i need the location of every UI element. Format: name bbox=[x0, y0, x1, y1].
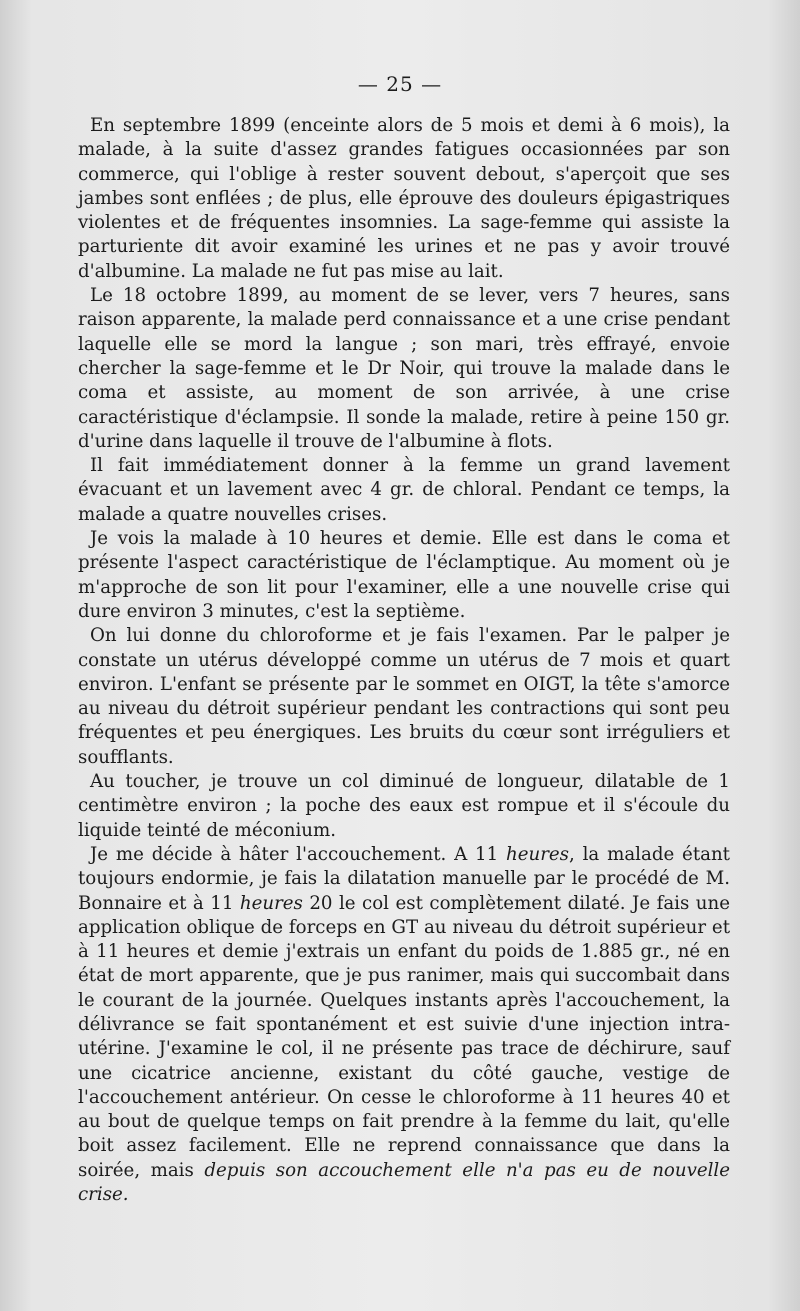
paragraph-7 bbox=[78, 843, 730, 1207]
paragraph-6 bbox=[78, 770, 730, 843]
paragraph-7-emphasis-a: heures bbox=[506, 843, 570, 865]
paragraph-7-emphasis-b: heures bbox=[239, 892, 303, 914]
paragraph-5-text: On lui donne du chloroforme et je fais l'examen. Par le palper je constate un utérus développé comme un utérus de 7 mois et quart environ. L'enfant se présente par le sommet en OIGT, la tête s'amorce au niveau du détroit supérieur pendant les contractions qui sont peu fréquentes et peu énergiques. Les bruits du cœur sont irréguliers et soufflants. bbox=[78, 625, 730, 768]
paragraph-1 bbox=[78, 114, 730, 284]
paragraph-7-text-a: Je me décide à hâter l'accouchement. A 11 bbox=[90, 843, 507, 865]
body-text bbox=[78, 114, 730, 1207]
paragraph-2 bbox=[78, 284, 730, 454]
paragraph-4 bbox=[78, 527, 730, 624]
paragraph-5 bbox=[78, 624, 730, 770]
paragraph-7-text-b: , la malade étant toujours endormie, je fais la dilatation manuelle par le procédé de M. Bonnaire et à 11 bbox=[78, 843, 730, 914]
paragraph-7-text-c: 20 le col est complètement dilaté. Je fais une application oblique de forceps en GT au niveau du détroit supérieur et à 11 heures et demie j'extrais un enfant du poids de 1.885 gr., né en état de mort apparente, que je pus ranimer, mais qui succombait dans le courant de la journée. Quelques instants après l'accouchement, la délivrance se fait spontanément et est suivie d'une injection intra-utérine. J'examine le col, il ne présente pas trace de déchirure, sauf une cicatrice ancienne, existant du côté gauche, vestige de l'accouchement antérieur. On cesse le chloroforme à 11 heures 40 et au bout de quelque temps on fait prendre à la femme du lait, qu'elle boit assez facilement. Elle ne reprend connaissance que dans la soirée, mais bbox=[78, 892, 730, 1181]
paragraph-1-text: En septembre 1899 (enceinte alors de 5 mois et demi à 6 mois), la malade, à la suite d'assez grandes fatigues occasionnées par son commerce, qui l'oblige à rester souvent debout, s'aperçoit que ses jambes sont enflées ; de plus, elle éprouve des douleurs épigastriques violentes et de fréquentes insomnies. La sage-femme qui assiste la parturiente dit avoir examiné les urines et ne pas y avoir trouvé d'albumine. La malade ne fut pas mise au lait. bbox=[78, 115, 730, 282]
page-number: — 25 — bbox=[357, 72, 443, 96]
paragraph-6-text: Au toucher, je trouve un col diminué de longueur, dilatable de 1 centimètre environ ; la poche des eaux est rompue et il s'écoule du liquide teinté de méconium. bbox=[78, 771, 730, 841]
paragraph-2-text: Le 18 octobre 1899, au moment de se lever, vers 7 heures, sans raison apparente, la malade perd connaissance et a une crise pendant laquelle elle se mord la langue ; son mari, très effrayé, envoie chercher la sage-femme et le Dr Noir, qui trouve la malade dans le coma et assiste, au moment de son arrivée, à une crise caractéristique d'éclampsie. Il sonde la malade, retire à peine 150 gr. d'urine dans laquelle il trouve de l'albumine à flots. bbox=[78, 285, 730, 452]
paragraph-4-text: Je vois la malade à 10 heures et demie. Elle est dans le coma et présente l'aspect caractéristique de l'éclamptique. Au moment où je m'approche de son lit pour l'examiner, elle a une nouvelle crise qui dure environ 3 minutes, c'est la septième. bbox=[78, 528, 730, 622]
paragraph-7-emphasis-c: depuis son accouchement elle n'a pas eu de nouvelle crise. bbox=[78, 1159, 731, 1206]
paragraph-3 bbox=[78, 454, 730, 527]
paragraph-3-text: Il fait immédiatement donner à la femme un grand lavement évacuant et un lavement avec 4 gr. de chloral. Pendant ce temps, la malade a quatre nouvelles crises. bbox=[78, 455, 730, 525]
